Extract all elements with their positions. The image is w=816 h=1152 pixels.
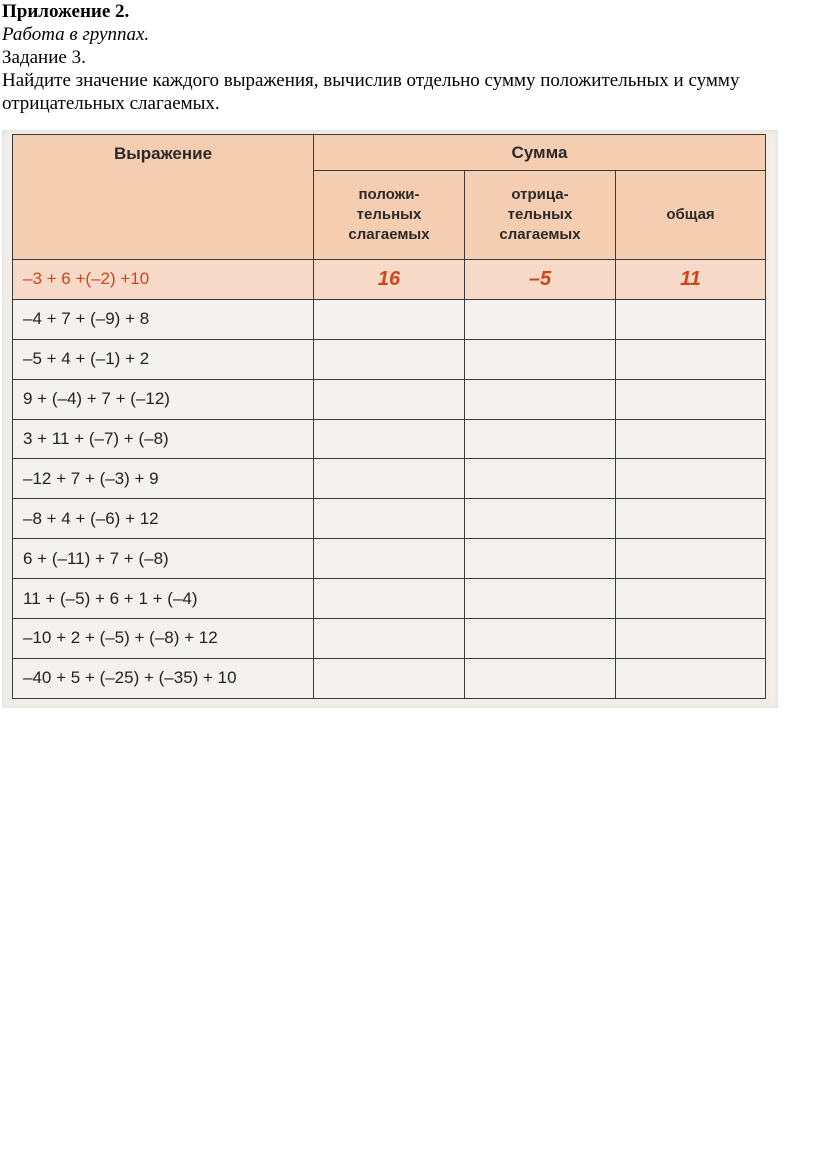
positive-sum-cell[interactable] (314, 619, 465, 659)
negative-sum-cell[interactable] (465, 339, 616, 379)
expressions-table (12, 134, 766, 699)
example-total-sum: 11 (616, 260, 766, 300)
negative-sum-cell[interactable] (465, 459, 616, 499)
total-sum-cell[interactable] (616, 658, 766, 698)
total-sum-cell[interactable] (616, 579, 766, 619)
negative-sum-cell[interactable] (465, 539, 616, 579)
table-row (13, 339, 766, 379)
expression-cell: 3 + 11 + (–7) + (–8) (13, 419, 314, 459)
appendix-title: Приложение 2. (2, 1, 130, 22)
negative-sum-cell[interactable] (465, 379, 616, 419)
expression-cell: –12 + 7 + (–3) + 9 (13, 459, 314, 499)
table-row (13, 499, 766, 539)
expression-cell: –8 + 4 + (–6) + 12 (13, 499, 314, 539)
positive-sum-cell[interactable] (314, 579, 465, 619)
example-negative-sum: –5 (465, 260, 616, 300)
total-sum-cell[interactable] (616, 299, 766, 339)
table-row (13, 619, 766, 659)
example-positive-sum: 16 (314, 260, 465, 300)
positive-sum-cell[interactable] (314, 658, 465, 698)
task-instruction: Найдите значение каждого выражения, вычислив отдельно сумму положительных и сумму отрицательных слагаемых. (2, 70, 740, 114)
table-row (13, 579, 766, 619)
positive-sum-cell[interactable] (314, 379, 465, 419)
positive-sum-cell[interactable] (314, 419, 465, 459)
negative-sum-cell[interactable] (465, 419, 616, 459)
header-sum: Сумма (314, 135, 766, 171)
example-row (13, 260, 766, 300)
positive-sum-cell[interactable] (314, 499, 465, 539)
total-sum-cell[interactable] (616, 339, 766, 379)
total-sum-cell[interactable] (616, 499, 766, 539)
expression-cell: 6 + (–11) + 7 + (–8) (13, 539, 314, 579)
expression-cell: –10 + 2 + (–5) + (–8) + 12 (13, 619, 314, 659)
total-sum-cell[interactable] (616, 379, 766, 419)
positive-sum-cell[interactable] (314, 299, 465, 339)
negative-sum-cell[interactable] (465, 299, 616, 339)
header-expression: Выражение (13, 135, 314, 260)
example-expression: –3 + 6 +(–2) +10 (13, 260, 314, 300)
negative-sum-cell[interactable] (465, 658, 616, 698)
group-work-subtitle: Работа в группах. (2, 24, 150, 45)
expression-cell: –5 + 4 + (–1) + 2 (13, 339, 314, 379)
table-row (13, 658, 766, 698)
header-positive: положи- тельных слагаемых (314, 171, 465, 260)
negative-sum-cell[interactable] (465, 619, 616, 659)
positive-sum-cell[interactable] (314, 339, 465, 379)
task-text (2, 0, 814, 115)
total-sum-cell[interactable] (616, 539, 766, 579)
table-row (13, 539, 766, 579)
total-sum-cell[interactable] (616, 419, 766, 459)
total-sum-cell[interactable] (616, 459, 766, 499)
header-total: общая (616, 171, 766, 260)
negative-sum-cell[interactable] (465, 499, 616, 539)
table-row (13, 459, 766, 499)
expression-cell: 11 + (–5) + 6 + 1 + (–4) (13, 579, 314, 619)
expression-cell: –4 + 7 + (–9) + 8 (13, 299, 314, 339)
expression-cell: –40 + 5 + (–25) + (–35) + 10 (13, 658, 314, 698)
positive-sum-cell[interactable] (314, 459, 465, 499)
table-row (13, 299, 766, 339)
positive-sum-cell[interactable] (314, 539, 465, 579)
total-sum-cell[interactable] (616, 619, 766, 659)
negative-sum-cell[interactable] (465, 579, 616, 619)
header-negative: отрица- тельных слагаемых (465, 171, 616, 260)
expression-cell: 9 + (–4) + 7 + (–12) (13, 379, 314, 419)
task-label: Задание 3. (2, 47, 86, 68)
table-row (13, 379, 766, 419)
table-row (13, 419, 766, 459)
